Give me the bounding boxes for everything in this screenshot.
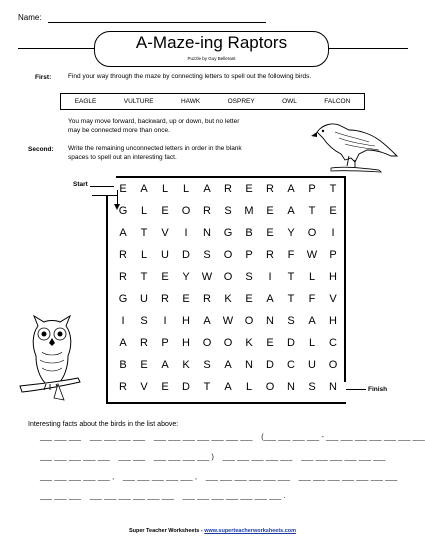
maze-cell[interactable]: E (161, 205, 169, 217)
maze-cell[interactable]: V (140, 381, 148, 393)
maze-cell[interactable]: T (329, 183, 337, 195)
maze-grid[interactable] (112, 178, 338, 400)
second-instruction-1: Write the remaining unconnected letters in order in the blank (68, 145, 242, 152)
maze-cell[interactable]: E (329, 205, 337, 217)
maze-cell[interactable]: A (287, 205, 295, 217)
word-hawk: HAWK (180, 98, 201, 105)
maze-cell[interactable]: R (119, 381, 127, 393)
maze-cell[interactable]: S (224, 205, 232, 217)
maze-cell[interactable]: O (265, 381, 275, 393)
facts-heading: Interesting facts about the birds in the list above: (28, 421, 179, 428)
worksheet-title: A-Maze-ing Raptors (135, 33, 288, 52)
maze-cell[interactable]: A (224, 381, 232, 393)
word-falcon: FALCON (324, 98, 351, 105)
maze-cell[interactable]: L (308, 271, 316, 283)
maze-cell[interactable]: T (203, 381, 211, 393)
maze-cell[interactable]: W (306, 249, 318, 261)
maze-cell[interactable]: C (329, 337, 337, 349)
maze-border-bottom (106, 402, 346, 404)
name-label: Name: (18, 13, 42, 22)
maze-cell[interactable]: L (140, 249, 148, 261)
maze-cell[interactable]: L (182, 183, 190, 195)
maze-cell[interactable]: F (287, 249, 295, 261)
maze-cell[interactable]: H (329, 271, 337, 283)
maze-cell[interactable]: E (140, 359, 148, 371)
maze-cell[interactable]: R (119, 271, 127, 283)
maze-cell[interactable]: E (182, 293, 190, 305)
maze-cell[interactable]: U (140, 293, 148, 305)
move-note-1: You may move forward, backward, up or down, but no letter (68, 118, 240, 125)
maze-cell[interactable]: Y (182, 271, 190, 283)
maze-cell[interactable]: R (224, 183, 232, 195)
maze-cell[interactable]: O (202, 337, 212, 349)
maze-cell[interactable]: A (203, 183, 211, 195)
maze-cell[interactable]: T (287, 293, 295, 305)
maze-cell[interactable]: I (331, 227, 335, 239)
maze-cell[interactable]: R (203, 293, 211, 305)
maze-cell[interactable]: K (245, 337, 253, 349)
maze-cell[interactable]: S (287, 315, 295, 327)
maze-cell[interactable]: Y (287, 227, 295, 239)
maze-cell[interactable]: O (328, 359, 338, 371)
maze-cell[interactable]: E (245, 183, 253, 195)
finish-line (346, 389, 366, 390)
maze-cell[interactable]: P (329, 249, 337, 261)
hawk-illustration-icon (305, 110, 405, 178)
maze-cell[interactable]: S (203, 359, 211, 371)
maze-border-left (106, 196, 108, 404)
maze-cell[interactable]: I (184, 227, 188, 239)
maze-cell[interactable]: G (118, 293, 128, 305)
maze-cell[interactable]: D (182, 249, 190, 261)
maze-cell[interactable]: H (182, 315, 190, 327)
word-owl: OWL (282, 98, 297, 105)
second-label: Second: (28, 146, 54, 153)
maze-cell[interactable]: W (201, 271, 213, 283)
maze-cell[interactable]: A (308, 315, 316, 327)
move-note-2: may be connected more than once. (68, 127, 170, 134)
maze-cell[interactable]: A (119, 337, 127, 349)
maze-border-right (344, 176, 346, 382)
maze-cell[interactable]: R (140, 337, 148, 349)
word-bank (60, 93, 365, 110)
maze-cell[interactable]: G (223, 227, 233, 239)
maze-cell[interactable]: L (140, 205, 148, 217)
footer-brand: Super Teacher Worksheets (128, 528, 200, 534)
start-arrow-line (90, 186, 114, 187)
owl-illustration-icon (18, 312, 86, 404)
maze-cell[interactable]: U (308, 359, 316, 371)
maze-cell[interactable]: T (140, 227, 148, 239)
maze-cell[interactable]: N (287, 381, 295, 393)
maze-cell[interactable]: O (181, 205, 191, 217)
word-vulture: VULTURE (123, 98, 154, 105)
finish-label: Finish (368, 386, 388, 393)
maze-cell[interactable]: U (161, 249, 169, 261)
maze-cell[interactable]: P (308, 183, 316, 195)
maze-cell[interactable]: E (266, 205, 274, 217)
maze-cell[interactable]: H (182, 337, 190, 349)
maze-cell[interactable]: N (266, 315, 274, 327)
maze-cell[interactable]: E (266, 227, 274, 239)
maze-cell[interactable]: V (161, 227, 169, 239)
maze-cell[interactable]: S (140, 315, 148, 327)
maze-cell[interactable]: D (287, 337, 295, 349)
maze-cell[interactable]: A (140, 183, 148, 195)
maze-cell[interactable]: I (268, 271, 272, 283)
maze-cell[interactable]: L (161, 183, 169, 195)
maze-cell[interactable]: K (182, 359, 190, 371)
maze-cell[interactable]: R (119, 249, 127, 261)
maze-cell[interactable]: L (308, 337, 316, 349)
maze-cell[interactable]: C (287, 359, 295, 371)
maze-cell[interactable]: A (203, 315, 211, 327)
footer-separator: - (199, 528, 205, 534)
fact-blank-line-3[interactable]: ___ ___ ___ ___ ___ , ___ ___ ___ ___ ___ , ___ ___ ___ ___ ___ ___ ___ ___ ___ ___ ___ ___ ___ (40, 474, 398, 481)
name-line[interactable] (48, 22, 266, 23)
fact-blank-line-4[interactable]: ___ ___ ___ ___ ___ ___ ___ ___ ___ ___ ___ ___ ___ ___ ___ ___ . (40, 493, 286, 500)
maze-cell[interactable]: S (245, 271, 253, 283)
maze-cell[interactable]: V (329, 293, 337, 305)
maze-cell[interactable]: A (287, 183, 295, 195)
maze-cell[interactable]: S (308, 381, 316, 393)
fact-blank-line-1[interactable]: ___ ___ ___ ___ ___ ___ ___ ___ ___ ___ ___ ___ ___ ___ (___ ___ ___ ___ - ___ ___ ___ ___ ___ ___ ___ (40, 434, 425, 441)
maze-cell[interactable]: R (203, 205, 211, 217)
maze-cell[interactable]: O (223, 337, 233, 349)
maze-cell[interactable]: R (161, 293, 169, 305)
puzzle-credit: Puzzle by Guy Bellerant (187, 56, 236, 61)
second-instruction-2: spaces to spell out an interesting fact. (68, 154, 177, 161)
maze-cell[interactable]: H (329, 315, 337, 327)
start-label: Start (73, 181, 88, 188)
maze-cell[interactable]: E (119, 183, 127, 195)
maze-cell[interactable]: K (224, 293, 232, 305)
maze-cell[interactable]: O (244, 315, 254, 327)
maze-cell[interactable]: B (245, 227, 253, 239)
maze-cell[interactable]: D (266, 359, 274, 371)
maze-cell[interactable]: O (223, 271, 233, 283)
word-eagle: EAGLE (74, 98, 97, 105)
maze-cell[interactable]: A (224, 359, 232, 371)
footer (0, 528, 425, 534)
maze-cell[interactable]: I (121, 315, 125, 327)
maze-cell[interactable]: E (161, 271, 169, 283)
maze-cell[interactable]: T (140, 271, 148, 283)
maze-cell[interactable]: D (182, 381, 190, 393)
maze-cell[interactable]: P (161, 337, 169, 349)
maze-cell[interactable]: W (222, 315, 234, 327)
maze-cell[interactable]: E (245, 293, 253, 305)
maze-cell[interactable]: O (307, 227, 317, 239)
maze-cell[interactable]: S (203, 249, 211, 261)
maze-cell[interactable]: T (287, 271, 295, 283)
maze-cell[interactable]: E (161, 381, 169, 393)
maze-cell[interactable]: T (308, 205, 316, 217)
maze-cell[interactable]: M (244, 205, 254, 217)
maze-cell[interactable]: A (266, 293, 274, 305)
first-instruction: Find your way through the maze by connecting letters to spell out the following birds. (68, 73, 312, 80)
footer-link[interactable]: www.superteacherworksheets.com (204, 528, 297, 534)
maze-cell[interactable]: N (245, 359, 253, 371)
maze-cell[interactable]: N (203, 227, 211, 239)
maze-cell[interactable]: A (161, 359, 169, 371)
first-label: First: (35, 74, 52, 81)
maze-cell[interactable]: A (119, 227, 127, 239)
maze-cell[interactable]: E (266, 337, 274, 349)
maze-cell[interactable]: R (266, 183, 274, 195)
maze-cell[interactable]: I (163, 315, 167, 327)
fact-blank-line-2[interactable]: ___ ___ ___ ___ ___ ___ ___ ___ ___ ___ ___ ) ___ ___ ___ ___ ___ ___ ___ ___ ___ ___ ___ (40, 454, 386, 461)
maze-cell[interactable]: B (119, 359, 127, 371)
maze-cell[interactable]: G (118, 205, 128, 217)
maze-cell[interactable]: F (308, 293, 316, 305)
maze-cell[interactable]: R (266, 249, 274, 261)
word-osprey: OSPREY (227, 98, 255, 105)
maze-cell[interactable]: P (245, 249, 253, 261)
maze-cell[interactable]: N (329, 381, 337, 393)
maze-cell[interactable]: L (245, 381, 253, 393)
maze-cell[interactable]: O (223, 249, 233, 261)
